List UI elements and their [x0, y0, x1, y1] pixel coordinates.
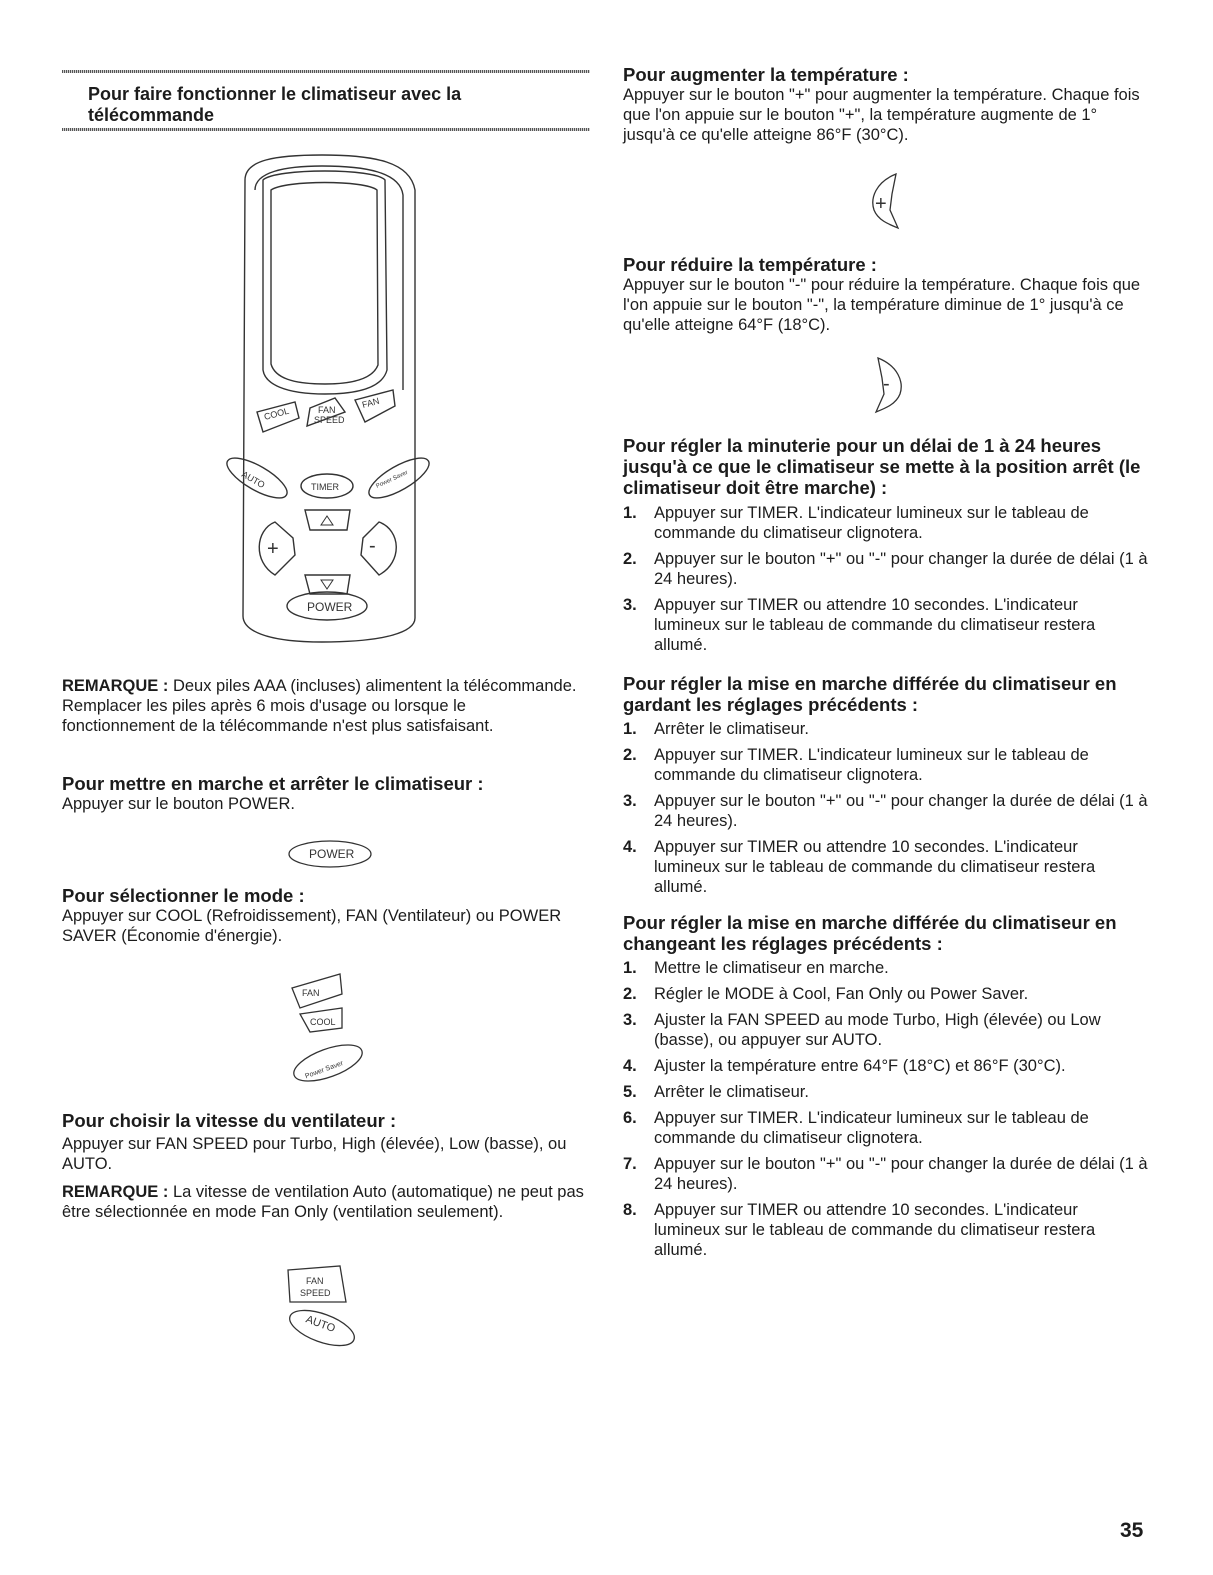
list-item: 4. Ajuster la température entre 64°F (18°C) et 86°F (30°C). [623, 1057, 1066, 1075]
timer-off-heading: Pour régler la minuterie pour un délai de 1 à 24 heures jusqu'à ce que le climatiseur se mette à la position arrêt (le climatiseur doit être marche) : [623, 435, 1141, 498]
section-delay-change [623, 912, 1148, 1266]
section-title: Pour faire fonctionner le climatiseur avec la télécommande [88, 84, 462, 125]
decrease-text: Appuyer sur le bouton "-" pour réduire la température. Chaque fois que l'on appuie sur le bouton "-", la température diminue de 1° jusqu'à ce qu'elle atteigne 64°F (18°C). [623, 276, 1141, 334]
plus-button-icon [866, 170, 908, 230]
note-battery-text: Deux piles AAA (incluses) alimentent la télécommande. Remplacer les piles après 6 mois d'usage ou lorsque le fonctionnement de la télécommande n'est plus satisfaisant. [62, 677, 577, 735]
list-item: 1. Mettre le climatiseur en marche. [623, 959, 889, 977]
remote-control-illustration [215, 150, 430, 655]
delay-keep-heading: Pour régler la mise en marche différée du climatiseur en gardant les réglages précédents : [623, 673, 1117, 715]
section-fan-speed [62, 1110, 592, 1222]
list-item: 1. Appuyer sur TIMER. L'indicateur lumineux sur le tableau de commande du climatiseur clignotera. [623, 504, 1089, 542]
decrease-heading: Pour réduire la température : [623, 254, 877, 275]
fan-speed-buttons-icon [280, 1262, 370, 1352]
delay-keep-steps [623, 719, 1148, 897]
mode-buttons-icon [284, 968, 374, 1088]
mode-saver-label: Power Saver [304, 1060, 345, 1081]
list-item: 3. Appuyer sur le bouton "+" ou "-" pour changer la durée de délai (1 à 24 heures). [623, 792, 1148, 830]
remote-cool-label: COOL [262, 405, 291, 422]
power-text: Appuyer sur le bouton POWER. [62, 795, 295, 813]
section-mode [62, 885, 582, 946]
section-delay-keep [623, 673, 1148, 903]
note-battery-label: REMARQUE : [62, 677, 169, 695]
title-rule-top [62, 70, 590, 73]
fan-heading: Pour choisir la vitesse du ventilateur : [62, 1110, 397, 1131]
list-item: 8. Appuyer sur TIMER ou attendre 10 secondes. L'indicateur lumineux sur le tableau de commande du climatiseur restera allumé. [623, 1201, 1096, 1259]
list-item: 3. Appuyer sur TIMER ou attendre 10 secondes. L'indicateur lumineux sur le tableau de commande du climatiseur restera allumé. [623, 596, 1096, 654]
up-arrow-icon [321, 516, 333, 525]
mode-fan-label: FAN [302, 988, 320, 998]
remote-timer-label: TIMER [311, 482, 339, 492]
list-item: 2. Régler le MODE à Cool, Fan Only ou Power Saver. [623, 985, 1029, 1003]
remote-fan-label: FAN [360, 395, 381, 410]
list-item: 2. Appuyer sur le bouton "+" ou "-" pour changer la durée de délai (1 à 24 heures). [623, 550, 1148, 588]
section-increase [623, 64, 1143, 145]
remote-fan-speed-label-2: SPEED [314, 415, 345, 425]
fan-text: Appuyer sur FAN SPEED pour Turbo, High (élevée), Low (basse), ou AUTO. [62, 1135, 567, 1173]
mode-text: Appuyer sur COOL (Refroidissement), FAN (Ventilateur) ou POWER SAVER (Économie d'énergie). [62, 907, 562, 945]
remote-auto-label: AUTO [240, 469, 267, 491]
note-fan-label: REMARQUE : [62, 1183, 169, 1201]
section-power [62, 773, 582, 814]
list-item: 6. Appuyer sur TIMER. L'indicateur lumineux sur le tableau de commande du climatiseur clignotera. [623, 1109, 1089, 1147]
section-decrease [623, 254, 1148, 335]
list-item: 3. Ajuster la FAN SPEED au mode Turbo, High (élevée) ou Low (basse), ou appuyer sur AUTO. [623, 1011, 1101, 1049]
fan-speed-auto-label: AUTO [304, 1313, 337, 1336]
minus-symbol: - [883, 373, 890, 395]
remote-plus-label: + [267, 538, 279, 560]
remote-power-label: POWER [307, 600, 353, 614]
remote-fan-speed-label-1: FAN [318, 405, 336, 415]
note-fan [62, 1182, 592, 1222]
remote-minus-label: - [369, 535, 376, 557]
plus-symbol: + [875, 193, 887, 215]
delay-change-steps [623, 958, 1148, 1260]
list-item: 5. Arrêter le climatiseur. [623, 1083, 809, 1101]
list-item: 2. Appuyer sur TIMER. L'indicateur lumineux sur le tableau de commande du climatiseur clignotera. [623, 746, 1089, 784]
title-rule-bottom [62, 128, 590, 131]
fan-speed-speed-label: SPEED [300, 1288, 331, 1298]
power-heading: Pour mettre en marche et arrêter le climatiseur : [62, 773, 484, 794]
mode-cool-label: COOL [310, 1017, 336, 1027]
delay-change-heading: Pour régler la mise en marche différée du climatiseur en changeant les réglages précédents : [623, 912, 1117, 954]
power-button-label: POWER [309, 847, 355, 861]
power-button-icon [285, 838, 375, 870]
fan-speed-fan-label: FAN [306, 1276, 324, 1286]
timer-off-steps [623, 503, 1148, 655]
mode-heading: Pour sélectionner le mode : [62, 885, 305, 906]
note-fan-text: La vitesse de ventilation Auto (automatique) ne peut pas être sélectionnée en mode Fan Only (ventilation seulement). [62, 1183, 584, 1221]
page-number: 35 [1120, 1519, 1144, 1542]
remote-power-saver-label: Power Saver [375, 469, 409, 490]
minus-button-icon [868, 354, 910, 414]
list-item: 4. Appuyer sur TIMER ou attendre 10 secondes. L'indicateur lumineux sur le tableau de commande du climatiseur restera allumé. [623, 838, 1096, 896]
section-timer-off [623, 435, 1148, 661]
increase-heading: Pour augmenter la température : [623, 64, 909, 85]
down-arrow-icon [321, 580, 333, 589]
increase-text: Appuyer sur le bouton "+" pour augmenter la température. Chaque fois que l'on appuie sur le bouton "+", la température augmente de 1° jusqu'à ce qu'elle atteigne 86°F (30°C). [623, 86, 1140, 144]
list-item: 1. Arrêter le climatiseur. [623, 720, 809, 738]
list-item: 7. Appuyer sur le bouton "+" ou "-" pour changer la durée de délai (1 à 24 heures). [623, 1155, 1148, 1193]
note-battery [62, 676, 582, 736]
